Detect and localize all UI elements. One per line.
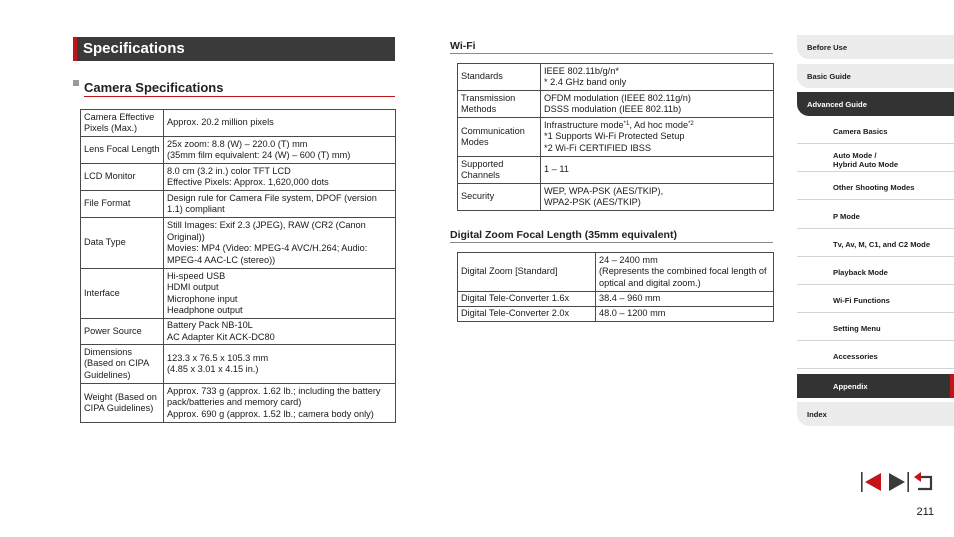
wifi-heading: Wi-Fi bbox=[450, 40, 773, 54]
table-row bbox=[81, 269, 396, 319]
spec-label: Power Source bbox=[81, 319, 164, 345]
table-row bbox=[458, 253, 774, 292]
nav-item-appendix[interactable] bbox=[797, 374, 954, 398]
table-row bbox=[81, 319, 396, 345]
table-row bbox=[458, 157, 774, 184]
spec-line bbox=[544, 120, 770, 132]
nav-item-label: P Mode bbox=[833, 212, 860, 221]
spec-value: 8.0 cm (3.2 in.) color TFT LCD Effective Pixels: Approx. 1,620,000 dots bbox=[164, 164, 396, 191]
page-title: Specifications bbox=[73, 37, 395, 61]
spec-value: Approx. 733 g (approx. 1.62 lb.; including the battery pack/batteries and memory card) Approx. 690 g (approx. 1.52 lb.; camera body only) bbox=[164, 384, 396, 423]
nav-item-basic-guide[interactable] bbox=[797, 64, 954, 88]
spec-label: Security bbox=[458, 184, 541, 211]
spec-value: 38.4 – 960 mm bbox=[596, 292, 774, 307]
nav-item-label: Appendix bbox=[833, 381, 868, 391]
table-row bbox=[458, 292, 774, 307]
nav-item-p-mode[interactable] bbox=[797, 205, 954, 229]
spec-value bbox=[541, 64, 774, 91]
nav-item-label: Tv, Av, M, C1, and C2 Mode bbox=[833, 240, 931, 249]
spec-value bbox=[541, 184, 774, 211]
back-button[interactable] bbox=[912, 472, 934, 492]
spec-line: OFDM modulation (IEEE 802.11g/n) bbox=[544, 92, 691, 103]
digital-zoom-heading: Digital Zoom Focal Length (35mm equivalent) bbox=[450, 229, 773, 243]
spec-label: Digital Zoom [Standard] bbox=[458, 253, 596, 292]
spec-label: File Format bbox=[81, 191, 164, 218]
spec-label: Transmission Methods bbox=[458, 91, 541, 118]
table-row bbox=[81, 137, 396, 164]
nav-item-accessories[interactable] bbox=[797, 345, 954, 369]
spec-label: Supported Channels bbox=[458, 157, 541, 184]
footnote-mark: *2 bbox=[688, 120, 694, 127]
spec-text: Infrastructure mode bbox=[544, 119, 624, 130]
spec-line: WEP, WPA-PSK (AES/TKIP), bbox=[544, 185, 664, 196]
nav-item-auto-mode[interactable] bbox=[797, 148, 954, 172]
nav-item-label: Wi-Fi Functions bbox=[833, 296, 890, 305]
spec-label: Camera Effective Pixels (Max.) bbox=[81, 110, 164, 137]
nav-item-before-use[interactable] bbox=[797, 35, 954, 59]
nav-item-label: Index bbox=[807, 409, 827, 419]
spec-text: , Ad hoc mode bbox=[629, 119, 689, 130]
next-page-icon bbox=[887, 472, 909, 492]
table-row bbox=[458, 91, 774, 118]
spec-label: Data Type bbox=[81, 218, 164, 269]
nav-item-advanced-guide[interactable] bbox=[797, 92, 954, 116]
nav-item-playback-mode[interactable] bbox=[797, 261, 954, 285]
nav-item-label: Accessories bbox=[833, 352, 878, 361]
spec-value: Hi-speed USB HDMI output Microphone input Headphone output bbox=[164, 269, 396, 319]
back-icon bbox=[912, 472, 934, 492]
nav-item-setting-menu[interactable] bbox=[797, 317, 954, 341]
table-row bbox=[81, 164, 396, 191]
table-row bbox=[81, 384, 396, 423]
spec-value: Battery Pack NB-10L AC Adapter Kit ACK-DC80 bbox=[164, 319, 396, 345]
section-bullet bbox=[73, 80, 79, 86]
page-number: 211 bbox=[916, 506, 934, 518]
table-row bbox=[81, 345, 396, 384]
nav-item-index[interactable] bbox=[797, 402, 954, 426]
table-row bbox=[81, 191, 396, 218]
spec-label: LCD Monitor bbox=[81, 164, 164, 191]
nav-item-label: Basic Guide bbox=[807, 71, 851, 81]
spec-line: *2 Wi-Fi CERTIFIED IBSS bbox=[544, 142, 652, 153]
nav-item-other-shooting-modes[interactable] bbox=[797, 176, 954, 200]
footnote-mark: *1 bbox=[623, 120, 630, 127]
spec-label: Dimensions (Based on CIPA Guidelines) bbox=[81, 345, 164, 384]
wifi-table bbox=[457, 63, 774, 211]
camera-specs-heading: Camera Specifications bbox=[84, 80, 395, 97]
spec-value: 1 – 11 bbox=[541, 157, 774, 184]
spec-label: Lens Focal Length bbox=[81, 137, 164, 164]
spec-value: 25x zoom: 8.8 (W) – 220.0 (T) mm (35mm film equivalent: 24 (W) – 600 (T) mm) bbox=[164, 137, 396, 164]
spec-value: Still Images: Exif 2.3 (JPEG), RAW (CR2 (Canon Original)) Movies: MP4 (Video: MPEG-4 AVC/H.264; Audio: MPEG-4 AAC-LC (stereo)) bbox=[164, 218, 396, 269]
nav-item-label: Playback Mode bbox=[833, 268, 888, 277]
spec-line: IEEE 802.11b/g/n* bbox=[544, 65, 619, 76]
nav-item-label: Advanced Guide bbox=[807, 99, 867, 109]
nav-item-label: Other Shooting Modes bbox=[833, 183, 915, 192]
spec-label: Interface bbox=[81, 269, 164, 319]
spec-line: * 2.4 GHz band only bbox=[544, 77, 627, 87]
spec-value: 48.0 – 1200 mm bbox=[596, 307, 774, 322]
spec-label: Standards bbox=[458, 64, 541, 91]
prev-page-icon bbox=[861, 472, 883, 492]
digital-zoom-table bbox=[457, 252, 774, 322]
spec-line: WPA2-PSK (AES/TKIP) bbox=[544, 197, 641, 207]
next-page-button[interactable] bbox=[887, 472, 909, 492]
spec-value bbox=[541, 91, 774, 118]
spec-label: Weight (Based on CIPA Guidelines) bbox=[81, 384, 164, 423]
nav-item-camera-basics[interactable] bbox=[797, 120, 954, 144]
spec-value: 123.3 x 76.5 x 105.3 mm (4.85 x 3.01 x 4.15 in.) bbox=[164, 345, 396, 384]
table-row bbox=[81, 218, 396, 269]
table-row bbox=[81, 110, 396, 137]
nav-item-label: Camera Basics bbox=[833, 127, 888, 136]
spec-line: *1 Supports Wi-Fi Protected Setup bbox=[544, 131, 685, 142]
spec-label: Communication Modes bbox=[458, 118, 541, 157]
prev-page-button[interactable] bbox=[861, 472, 883, 492]
table-row bbox=[458, 184, 774, 211]
spec-value: Approx. 20.2 million pixels bbox=[164, 110, 396, 137]
spec-label: Digital Tele-Converter 2.0x bbox=[458, 307, 596, 322]
spec-value: Design rule for Camera File system, DPOF (version 1.1) compliant bbox=[164, 191, 396, 218]
table-row bbox=[458, 307, 774, 322]
table-row bbox=[458, 118, 774, 157]
nav-item-label: Before Use bbox=[807, 42, 848, 52]
spec-value: 24 – 2400 mm (Represents the combined focal length of optical and digital zoom.) bbox=[596, 253, 774, 292]
spec-value bbox=[541, 118, 774, 157]
nav-item-label: Setting Menu bbox=[833, 324, 881, 333]
nav-item-label: Auto Mode / Hybrid Auto Mode bbox=[833, 150, 899, 169]
active-indicator bbox=[950, 374, 954, 398]
nav-item-tv-av-m-mode[interactable] bbox=[797, 233, 954, 257]
spec-label: Digital Tele-Converter 1.6x bbox=[458, 292, 596, 307]
camera-specs-table bbox=[80, 109, 396, 423]
nav-item-wifi-functions[interactable] bbox=[797, 289, 954, 313]
table-row bbox=[458, 64, 774, 91]
spec-line: DSSS modulation (IEEE 802.11b) bbox=[544, 104, 682, 114]
